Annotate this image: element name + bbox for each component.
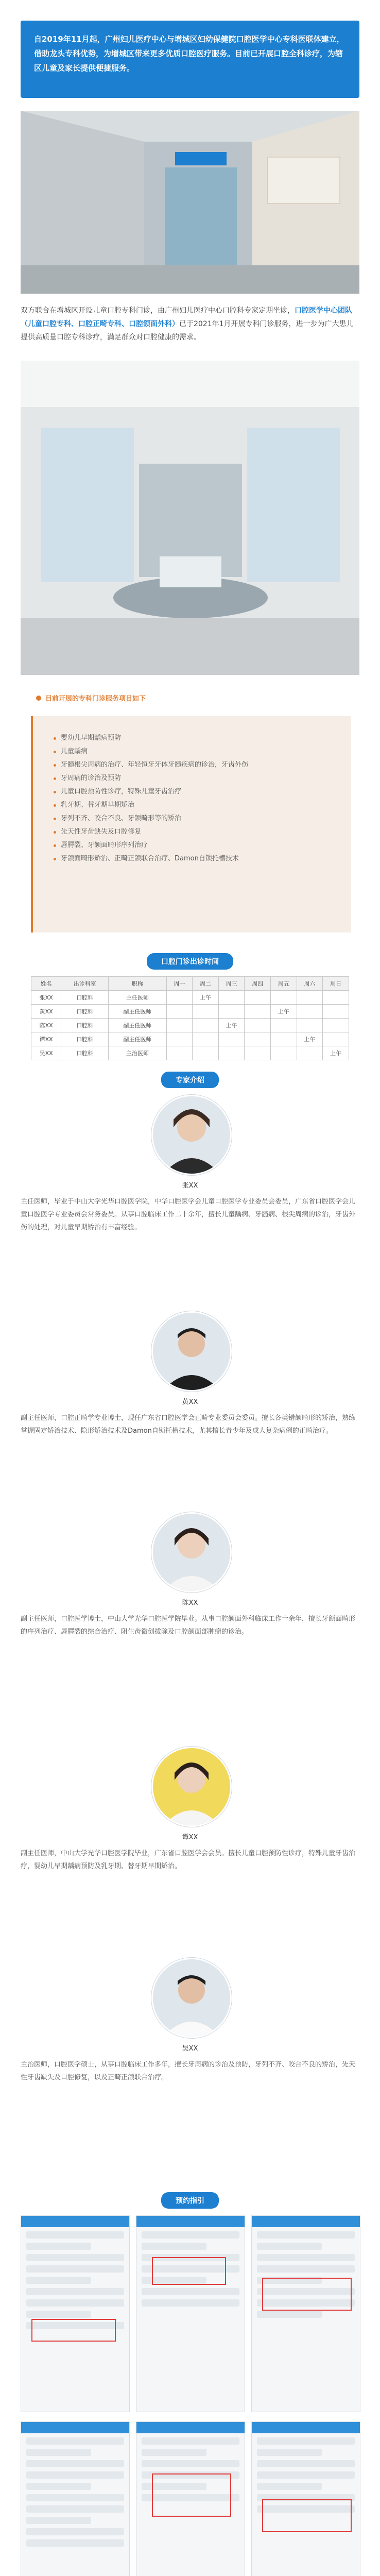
schedule-row	[31, 1005, 349, 1019]
doctor-name: 谭XX	[182, 1834, 198, 1841]
intro-paragraph	[21, 304, 359, 344]
schedule-cell	[166, 1005, 193, 1019]
services-box	[31, 716, 351, 933]
schedule-cell: 上午	[323, 1046, 349, 1060]
schedule-cell	[166, 991, 193, 1005]
para-prefix: 双方联合在增城区开设儿童口腔专科门诊，由广州妇儿医疗中心口腔科专家定期坐诊，	[21, 307, 295, 315]
booking-tag: 预约指引	[161, 2192, 219, 2209]
para-suffix: 已于2021年1月开展专科门诊服务，进一步为广大患儿提供高质量口腔专科诊疗，满足群众对口腔健康的需求。	[21, 320, 354, 342]
person-avatar-icon	[153, 1313, 230, 1390]
booking-step-screenshot	[136, 2215, 245, 2412]
doctor-avatar	[151, 1512, 232, 1592]
person-avatar-icon	[153, 1514, 230, 1591]
doctor-bio: 主任医师，毕业于中山大学光华口腔医学院，中华口腔医学会儿童口腔医学专业委员会委员，广东省口腔医学会儿童口腔医学专业委员会常务委员。从事口腔临床工作二十余年，擅长儿童龋病、牙髓病、根尖周病的诊治，牙齿外伤的处理，对儿童早期矫治有丰富经验。	[21, 1198, 356, 1231]
schedule-header-cell: 周一	[166, 977, 193, 991]
schedule-cell	[297, 1046, 323, 1060]
schedule-cell	[245, 1046, 271, 1060]
intro-box	[21, 21, 359, 98]
clinic-entrance-illustration	[21, 111, 359, 294]
services-list	[33, 716, 351, 881]
doctor-name: 陈XX	[182, 1599, 198, 1607]
doctor-avatar	[151, 1958, 232, 2038]
doctor-name: 黄XX	[182, 1398, 198, 1406]
schedule-cell: 上午	[271, 1005, 297, 1019]
highlight-box	[152, 2257, 226, 2285]
schedule-cell: 上午	[193, 991, 219, 1005]
treatment-room-photo	[21, 361, 359, 675]
service-item: 牙周病的诊治及预防	[54, 772, 331, 785]
doctor-name: 张XX	[182, 1182, 198, 1190]
schedule-cell: 上午	[297, 1032, 323, 1046]
schedule-cell	[297, 1019, 323, 1032]
schedule-cell	[271, 1046, 297, 1060]
schedule-cell	[271, 991, 297, 1005]
schedule-header-cell: 周二	[193, 977, 219, 991]
schedule-row	[31, 1046, 349, 1060]
schedule-cell	[297, 991, 323, 1005]
service-item: 牙髓根尖周病的治疗、年轻恒牙牙体牙髓疾病的诊治，牙齿外伤	[54, 758, 331, 772]
schedule-cell	[271, 1032, 297, 1046]
bullet-dot-icon	[36, 696, 41, 701]
experts-tag: 专家介绍	[161, 1072, 219, 1088]
schedule-cell: 口腔科	[61, 1032, 109, 1046]
schedule-cell	[218, 991, 245, 1005]
schedule-row	[31, 1019, 349, 1032]
doctor-bio: 主治医师，口腔医学硕士，从事口腔临床工作多年，擅长牙周病的诊治及预防，牙列不齐、咬合不良的矫治，先天性牙齿缺失及口腔修复，以及正畸正颌联合治疗。	[21, 2061, 356, 2081]
schedule-cell	[245, 1019, 271, 1032]
schedule-cell: 副主任医师	[109, 1032, 166, 1046]
schedule-cell: 口腔科	[61, 1046, 109, 1060]
schedule-cell	[245, 991, 271, 1005]
doctor-avatar	[151, 1095, 232, 1175]
schedule-cell	[323, 1005, 349, 1019]
service-item: 牙颌面畸形矫治、正畸正颌联合治疗、Damon自锁托槽技术	[54, 852, 331, 866]
schedule-cell: 谭XX	[31, 1032, 61, 1046]
doctor-bio: 副主任医师，中山大学光华口腔医学院毕业，广东省口腔医学会会员。擅长儿童口腔预防性诊疗，特殊儿童牙齿治疗，婴幼儿早期龋病预防及乳牙期、替牙期早期矫治。	[21, 1850, 356, 1870]
schedule-cell: 副主任医师	[109, 1005, 166, 1019]
schedule-cell: 主治医师	[109, 1046, 166, 1060]
schedule-cell	[323, 1032, 349, 1046]
schedule-cell	[166, 1032, 193, 1046]
service-item: 儿童口腔预防性诊疗，特殊儿童牙齿治疗	[54, 785, 331, 799]
treatment-room-illustration	[21, 361, 359, 675]
clinic-entrance-photo	[21, 111, 359, 294]
schedule-cell: 张XX	[31, 991, 61, 1005]
schedule-cell: 口腔科	[61, 1019, 109, 1032]
schedule-cell	[193, 1046, 219, 1060]
schedule-cell	[193, 1019, 219, 1032]
schedule-cell	[218, 1046, 245, 1060]
schedule-cell: 黄XX	[31, 1005, 61, 1019]
schedule-header-cell: 周六	[297, 977, 323, 991]
schedule-header-cell: 周四	[245, 977, 271, 991]
service-item: 儿童龋病	[54, 745, 331, 758]
person-avatar-icon	[153, 1096, 230, 1174]
schedule-header-cell: 姓名	[31, 977, 61, 991]
schedule-cell	[271, 1019, 297, 1032]
highlight-box	[262, 2499, 352, 2532]
doctor-bio: 副主任医师，口腔正畸学专业博士，现任广东省口腔医学会正畸专业委员会委员。擅长各类错颌畸形的矫治，熟练掌握固定矫治技术、隐形矫治技术及Damon自锁托槽技术，尤其擅长青少年及成人复杂病例的正畸治疗。	[21, 1414, 356, 1435]
schedule-cell: 吴XX	[31, 1046, 61, 1060]
schedule-tag: 口腔门诊出诊时间	[147, 953, 233, 970]
service-item: 婴幼儿早期龋病预防	[54, 732, 331, 745]
services-caption	[36, 693, 146, 703]
booking-step-screenshot	[136, 2421, 245, 2576]
intro-text: 自2019年11月起，广州妇儿医疗中心与增城区妇幼保健院口腔医学中心专科医联体建立，借助龙头专科优势，为增城区带来更多优质口腔医疗服务。目前已开展口腔全科诊疗，为辖区儿童及家长提供便捷服务。	[34, 35, 344, 73]
schedule-cell: 陈XX	[31, 1019, 61, 1032]
service-item: 唇腭裂、牙颌面畸形序列治疗	[54, 839, 331, 852]
booking-step-screenshot	[251, 2421, 360, 2576]
schedule-header-cell: 周五	[271, 977, 297, 991]
booking-step-screenshot	[21, 2421, 130, 2576]
schedule-cell	[166, 1046, 193, 1060]
schedule-cell	[323, 1019, 349, 1032]
schedule-cell	[166, 1019, 193, 1032]
service-item: 先天性牙齿缺失及口腔修复	[54, 825, 331, 839]
schedule-cell	[245, 1032, 271, 1046]
schedule-row	[31, 991, 349, 1005]
schedule-cell	[193, 1032, 219, 1046]
schedule-header-cell: 周日	[323, 977, 349, 991]
person-avatar-icon	[153, 1959, 230, 2037]
service-item: 乳牙期、替牙期早期矫治	[54, 799, 331, 812]
doctor-avatar	[151, 1747, 232, 1827]
schedule-header-cell: 出诊科室	[61, 977, 109, 991]
schedule-cell	[297, 1005, 323, 1019]
schedule-row	[31, 1032, 349, 1046]
booking-step-screenshot	[21, 2215, 130, 2412]
schedule-cell: 副主任医师	[109, 1019, 166, 1032]
schedule-cell	[245, 1005, 271, 1019]
service-item: 牙列不齐、咬合不良、牙颌畸形等的矫治	[54, 812, 331, 825]
highlight-box	[152, 2473, 231, 2517]
highlight-box	[262, 2278, 352, 2311]
schedule-body	[31, 991, 349, 1060]
schedule-cell	[193, 1005, 219, 1019]
schedule-header-cell: 周三	[218, 977, 245, 991]
booking-step-screenshot	[251, 2215, 360, 2412]
schedule-cell: 口腔科	[61, 1005, 109, 1019]
para-highlight: 口腔医学中心团队（儿童口腔专科、口腔正畸专科、口腔颌面外科）	[21, 307, 352, 328]
schedule-header-row	[31, 977, 349, 991]
schedule-cell	[218, 1005, 245, 1019]
highlight-box	[31, 2319, 116, 2342]
doctor-bio: 副主任医师，口腔医学博士，中山大学光华口腔医学院毕业。从事口腔颌面外科临床工作十余年，擅长牙颌面畸形的序列治疗、唇腭裂的综合治疗、阻生齿微创拔除及口腔颌面部肿瘤的诊治。	[21, 1615, 356, 1636]
doctor-name: 吴XX	[182, 2045, 198, 2053]
schedule-cell: 主任医师	[109, 991, 166, 1005]
schedule-header-cell: 职称	[109, 977, 166, 991]
person-avatar-icon	[153, 1748, 230, 1825]
doctor-avatar	[151, 1311, 232, 1392]
schedule-cell: 口腔科	[61, 991, 109, 1005]
services-caption-text: 目前开展的专科门诊服务项目如下	[45, 695, 146, 703]
schedule-cell	[218, 1032, 245, 1046]
schedule-cell: 上午	[218, 1019, 245, 1032]
schedule-table	[31, 976, 349, 1060]
schedule-cell	[323, 991, 349, 1005]
